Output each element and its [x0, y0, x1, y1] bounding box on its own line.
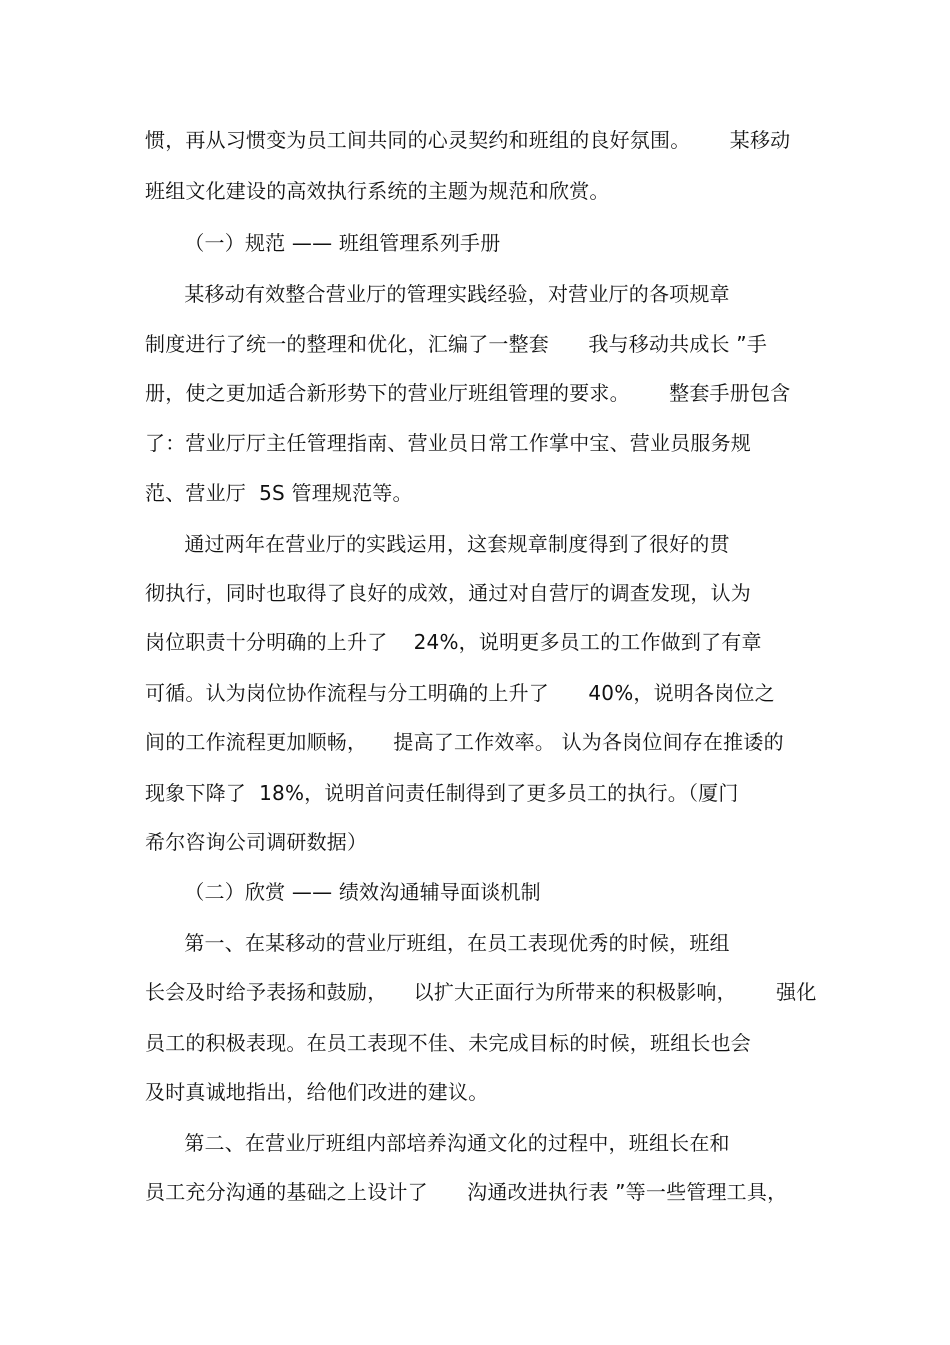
- section-heading-appreciation: （二）欣赏 —— 绩效沟通辅导面谈机制: [145, 880, 541, 904]
- text-line-15: 希尔咨询公司调研数据）: [145, 830, 368, 854]
- text-line-6: 册，使之更加适合新形势下的营业厅班组管理的要求。 整套手册包含: [145, 381, 791, 405]
- text-line-22: 员工充分沟通的基础之上设计了 沟通改进执行表 ”等一些管理工具，: [145, 1180, 788, 1204]
- text-line-1: 惯，再从习惯变为员工间共同的心灵契约和班组的良好氛围。 某移动: [145, 128, 791, 152]
- text-line-10: 彻执行，同时也取得了良好的成效，通过对自营厅的调查发现，认为: [145, 581, 751, 605]
- text-line-18: 长会及时给予表扬和鼓励， 以扩大正面行为所带来的积极影响， 强化: [145, 980, 817, 1004]
- text-line-11: 岗位职责十分明确的上升了 24%，说明更多员工的工作做到了有章: [145, 630, 762, 654]
- text-line-4: 某移动有效整合营业厅的管理实践经验，对营业厅的各项规章: [145, 282, 730, 306]
- text-line-8: 范、营业厅 5S 管理规范等。: [145, 481, 413, 505]
- text-line-7: 了：营业厅厅主任管理指南、营业员日常工作掌中宝、营业员服务规: [145, 431, 751, 455]
- text-line-13: 间的工作流程更加顺畅， 提高了工作效率。 认为各岗位间存在推诿的: [145, 730, 784, 754]
- text-line-17: 第一、在某移动的营业厅班组，在员工表现优秀的时候，班组: [145, 931, 730, 955]
- text-line-19: 员工的积极表现。在员工表现不佳、未完成目标的时候，班组长也会: [145, 1031, 751, 1055]
- text-line-9: 通过两年在营业厅的实践运用，这套规章制度得到了很好的贯: [145, 532, 730, 556]
- text-line-12: 可循。认为岗位协作流程与分工明确的上升了 40%，说明各岗位之: [145, 681, 775, 705]
- text-line-21: 第二、在营业厅班组内部培养沟通文化的过程中，班组长在和: [145, 1131, 730, 1155]
- text-line-5: 制度进行了统一的整理和优化，汇编了一整套 我与移动共成长 ”手: [145, 332, 768, 356]
- text-line-20: 及时真诚地指出，给他们改进的建议。: [145, 1080, 489, 1104]
- text-line-14: 现象下降了 18%，说明首问责任制得到了更多员工的执行。（厦门: [145, 781, 739, 805]
- section-heading-standard: （一）规范 —— 班组管理系列手册: [145, 231, 501, 255]
- text-line-2: 班组文化建设的高效执行系统的主题为规范和欣赏。: [145, 179, 610, 203]
